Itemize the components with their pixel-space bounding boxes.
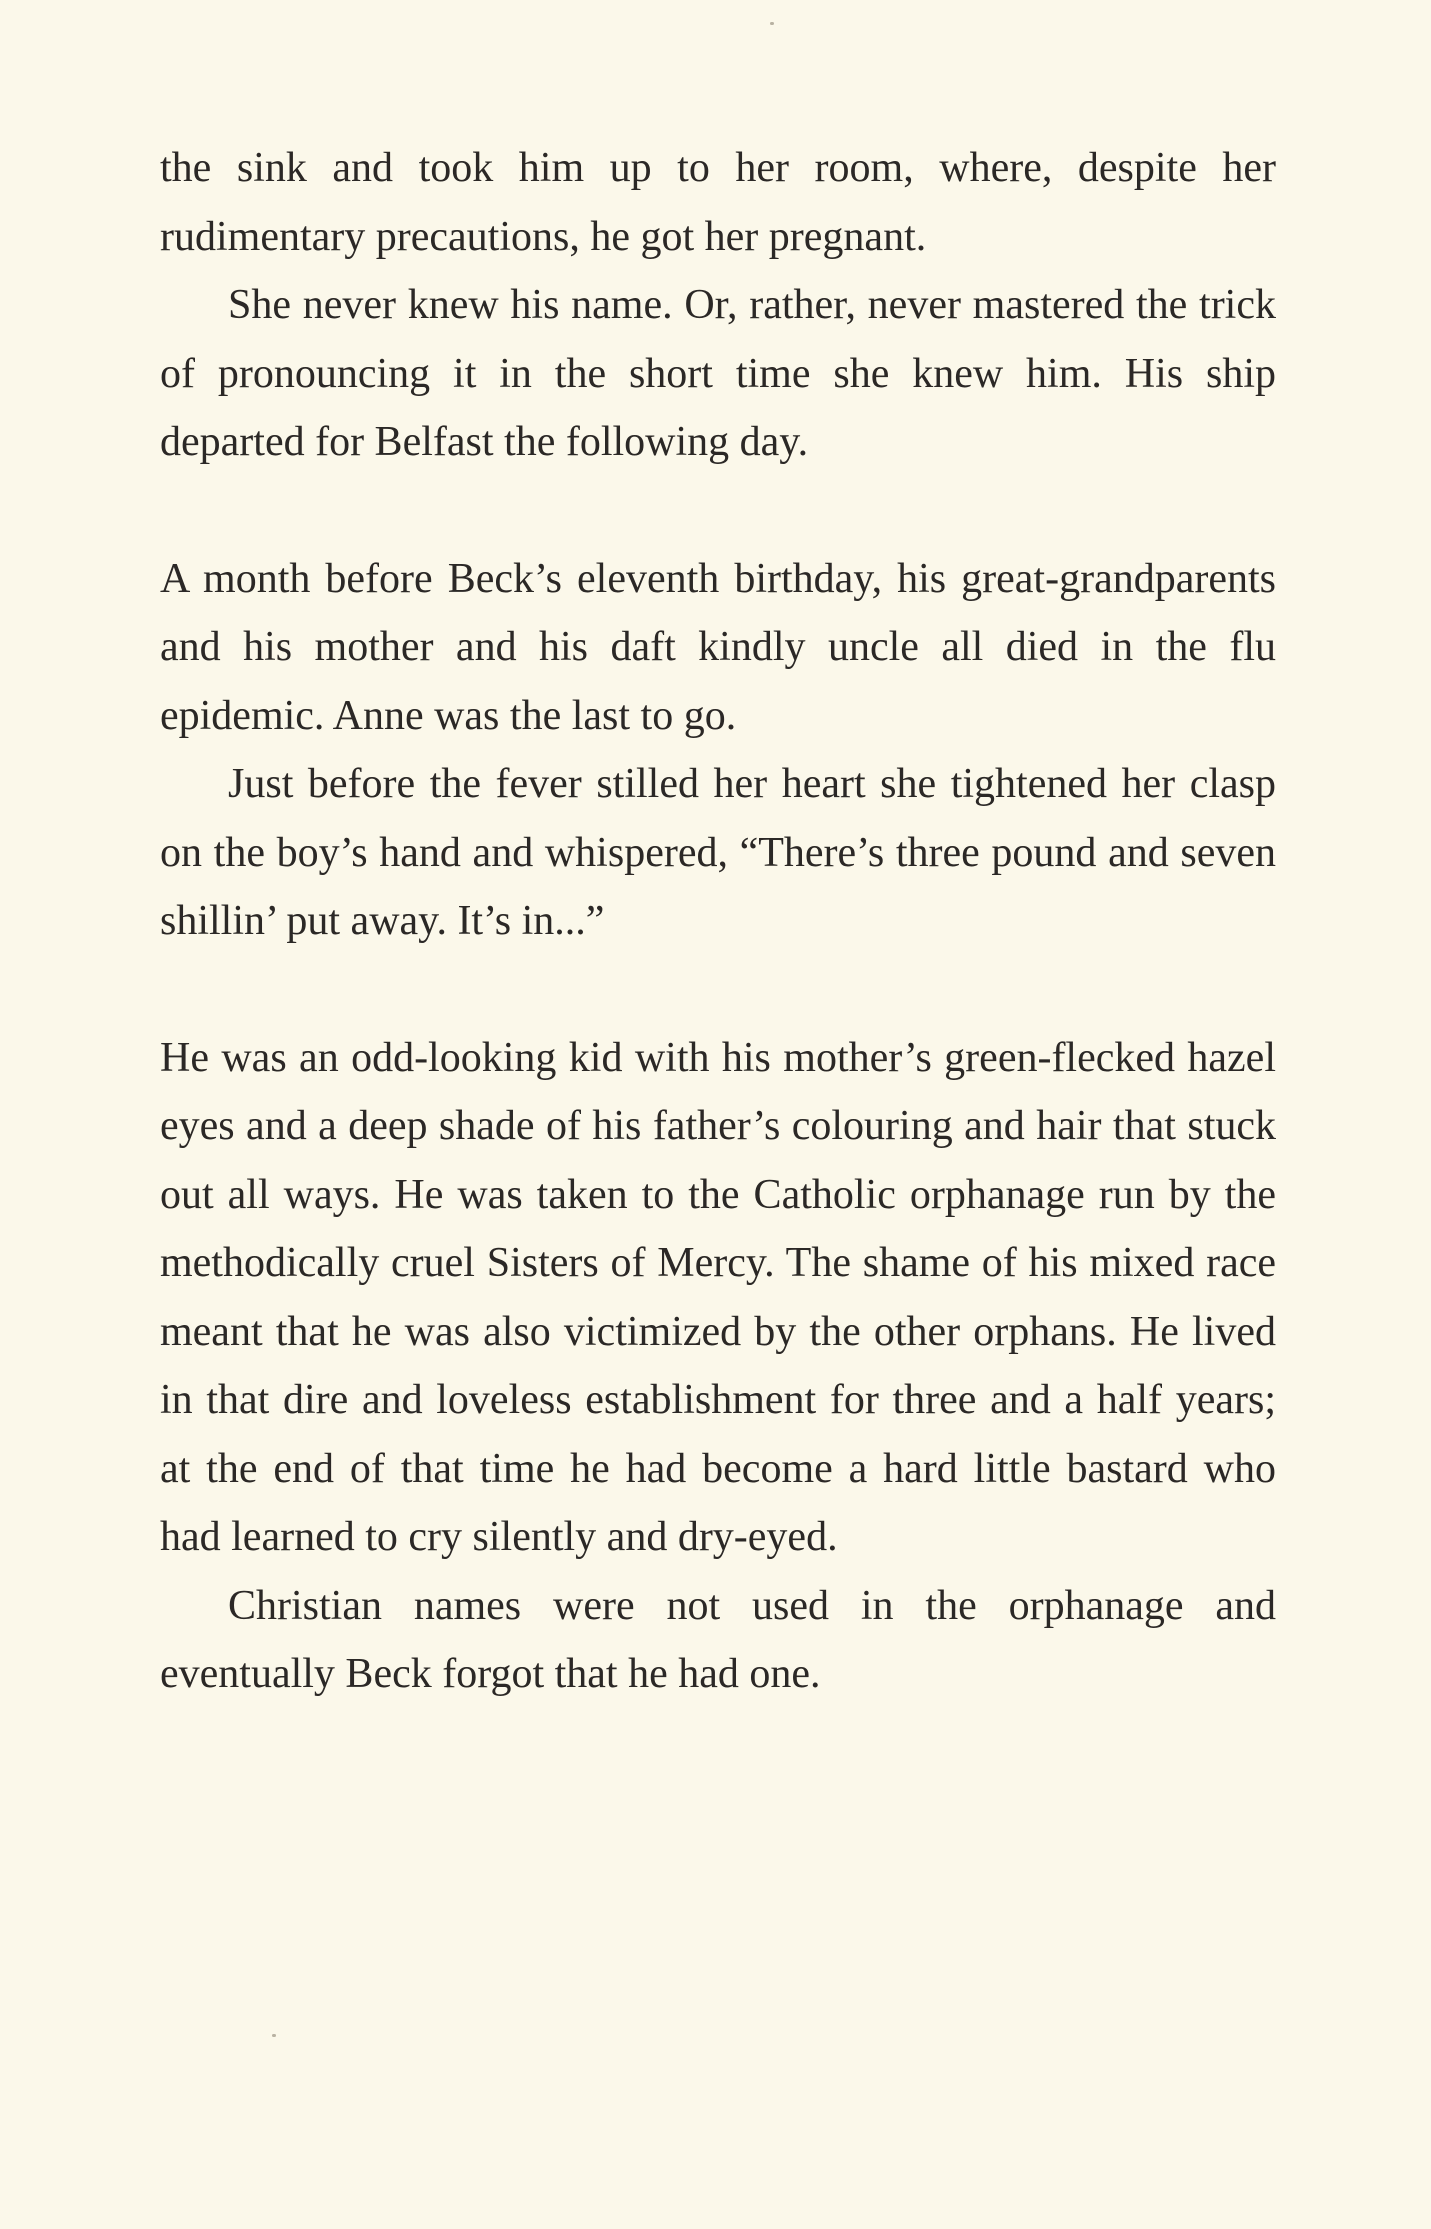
body-text — [160, 134, 1276, 1709]
paper-speck — [272, 2034, 276, 2037]
paragraph: Christian names were not used in the orphanage and eventually Beck forgot that he had one. — [160, 1582, 1276, 1697]
paragraph: He was an odd-looking kid with his mother’s green-flecked hazel eyes and a deep shade of his father’s colouring and hair that stuck out all ways. He was taken to the Catholic orphanage run by the methodically cruel Sisters of Mercy. The shame of his mixed race meant that he was also victimized by the other orphans. He lived in that dire and loveless establishment for three and a half years; at the end of that time he had become a hard little bastard who had learned to cry silently and dry-eyed. — [160, 1034, 1276, 1560]
paragraph: the sink and took him up to her room, where, despite her rudimentary precautions, he got her pregnant. — [160, 145, 1276, 260]
paragraph: A month before Beck’s eleventh birthday, his great-grandparents and his mother and his daft kindly uncle all died in the flu epidemic. Anne was the last to go. — [160, 555, 1276, 739]
paper-speck — [770, 22, 774, 25]
paragraph: Just before the fever stilled her heart she tightened her clasp on the boy’s hand and whispered, “There’s three pound and seven shillin’ put away. It’s in...” — [160, 761, 1276, 944]
paragraph: She never knew his name. Or, rather, never mastered the trick of pronouncing it in the short time she knew him. His ship departed for Belfast the following day. — [160, 282, 1276, 465]
